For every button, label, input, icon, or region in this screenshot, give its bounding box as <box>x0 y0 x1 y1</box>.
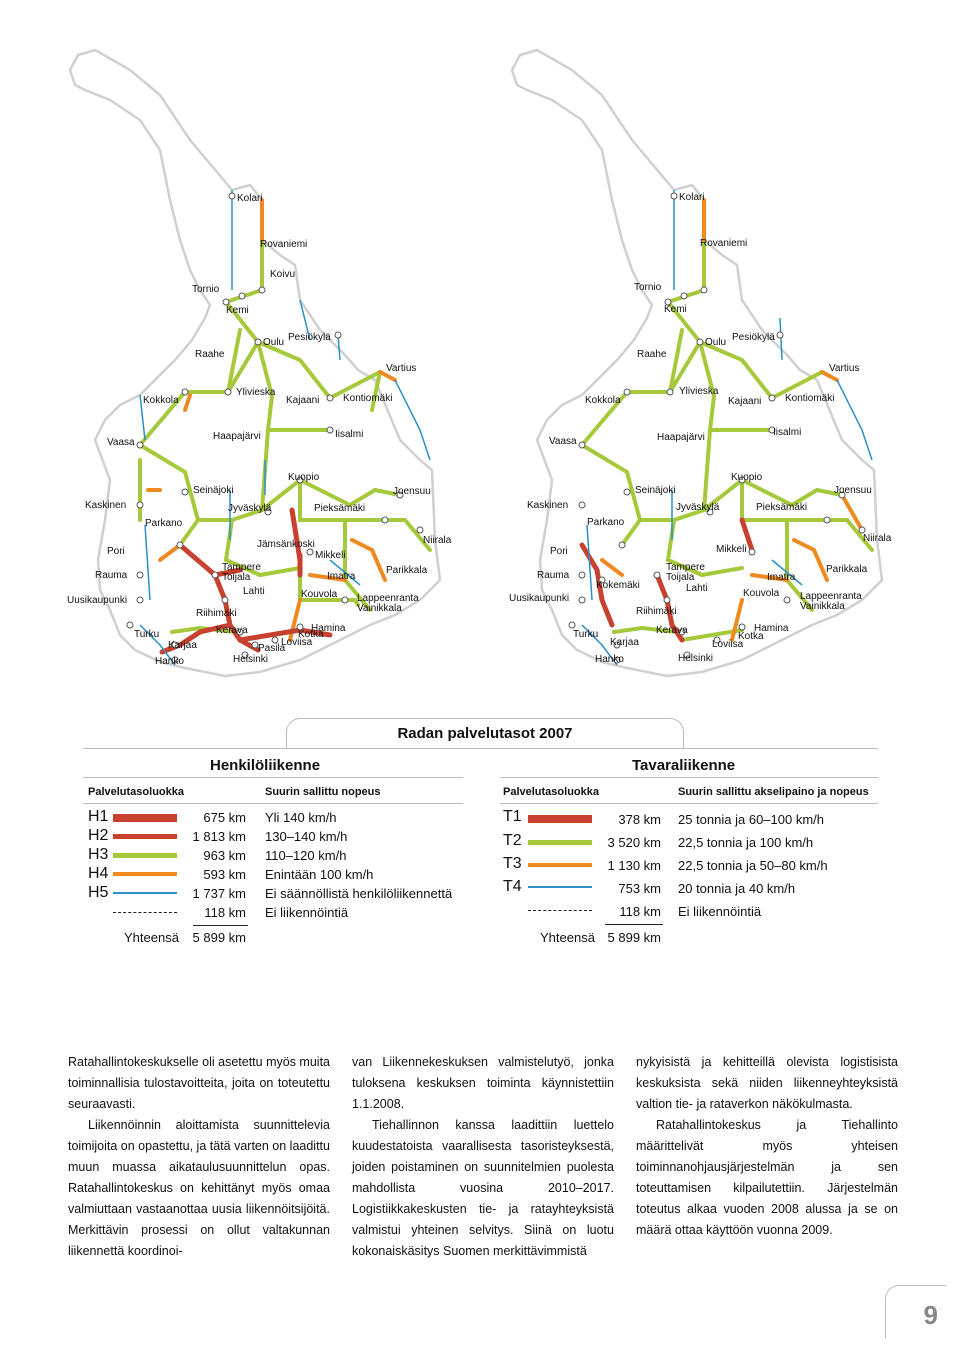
freight-km: 378 km <box>618 812 661 827</box>
map-label: Pieksämäki <box>314 503 366 514</box>
map-label: Haapajärvi <box>657 432 705 443</box>
map-label: Hamina <box>754 623 789 634</box>
h4-swatch <box>113 872 177 876</box>
passenger-speed: 110–120 km/h <box>265 848 347 863</box>
map-label: Riihimäki <box>196 608 237 619</box>
map-label: Kemi <box>664 304 687 315</box>
map-label: Kotka <box>298 629 324 640</box>
map-label: Uusikaupunki <box>67 595 128 606</box>
map-label: Tornio <box>634 282 662 293</box>
map-label: Pori <box>550 546 568 557</box>
map-label: Rovaniemi <box>700 238 748 249</box>
map-label: Karjaa <box>610 637 639 648</box>
map-label: Parkano <box>587 517 625 528</box>
map-label: Koivu <box>270 269 296 280</box>
map-label: Mikkeli <box>716 544 747 555</box>
map-label: Ylivieska <box>679 386 719 397</box>
t2-swatch <box>528 840 592 845</box>
map-label: Joensuu <box>393 486 431 497</box>
freight-class-code: T1 <box>503 808 522 825</box>
map-label: Uusikaupunki <box>509 593 570 604</box>
h5-swatch <box>113 892 177 894</box>
map-label: Oulu <box>705 337 727 348</box>
passenger-km: 1 737 km <box>192 886 246 901</box>
map-label: Rauma <box>95 570 128 581</box>
map-label: Rovaniemi <box>260 239 308 250</box>
freight-km: 118 km <box>619 904 661 919</box>
paragraph: van Liikennekeskuksen valmistelutyö, jonka tuloksena keskuksen toiminta käynnistettiin 1.1.2008. <box>352 1055 614 1111</box>
legend-banner <box>286 718 684 749</box>
map-label: Hanko <box>155 656 184 667</box>
map-label: Iisalmi <box>335 429 364 440</box>
map-label: Raahe <box>637 349 667 360</box>
passenger-total-label: Yhteensä <box>124 930 179 945</box>
map-label: Riihimäki <box>636 606 677 617</box>
passenger-speed: Enintään 100 km/h <box>265 867 374 882</box>
freight-km: 3 520 km <box>607 835 661 850</box>
map-label: Raahe <box>195 349 225 360</box>
map-label: Kuopio <box>288 472 320 483</box>
map-label: Kouvola <box>743 588 780 599</box>
passenger-header-line <box>83 803 463 804</box>
passenger-total-line <box>193 925 248 926</box>
map-label: Tampere <box>666 562 705 573</box>
paragraph: Tiehallinnon kanssa laadittiin luettelo kuudestatoista vaarallisesta tasoristeyksestä, joiden poistaminen on suunnitelmien puolesta mahdollista vuosina 2010–2017. Logistiikkakeskusten tie- ja ratayhteyksistä valmistui yhteinen selvitys. Siinä on luotu kokonaiskäsitys Suomen merkittävimmistä <box>352 1118 614 1258</box>
paragraph: nykyisistä ja kehitteillä olevista logistisista keskuksista sekä niiden liikenneyhteyksistä valtion tie- ja rataverkon näkökulmasta. <box>636 1055 898 1111</box>
map-label: Toijala <box>222 572 251 583</box>
passenger-col2-header: Suurin sallittu nopeus <box>265 786 381 798</box>
map-label: Kajaani <box>286 395 320 406</box>
map-label: Parikkala <box>386 565 428 576</box>
map-label: Parkano <box>145 518 183 529</box>
map-label: Kolari <box>679 192 705 203</box>
map-label: Jyväskylä <box>676 502 720 513</box>
map-label: Hanko <box>595 654 624 665</box>
map-label: Karjaa <box>168 640 197 651</box>
map-label: Pesiökylä <box>288 332 331 343</box>
map-label: Iisalmi <box>773 427 802 438</box>
legend-title: Radan palvelutasot 2007 <box>397 725 573 742</box>
freight-km: 1 130 km <box>607 858 661 873</box>
map-label: Vaasa <box>549 436 577 447</box>
freight-spec: 25 tonnia ja 60–100 km/h <box>678 812 824 827</box>
freight-col2-header: Suurin sallittu akselipaino ja nopeus <box>678 786 869 798</box>
map-label: Lappeenranta <box>357 593 419 604</box>
passenger-class-code: H4 <box>88 865 109 882</box>
map-label: Lahti <box>243 586 265 597</box>
map-label: Ylivieska <box>236 387 276 398</box>
map-label: Kuopio <box>731 472 763 483</box>
map-label: Imatra <box>327 571 356 582</box>
map-label: Seinäjoki <box>635 485 676 496</box>
legend-divider <box>83 748 878 749</box>
passenger-map <box>0 0 480 700</box>
map-label: Pasila <box>258 643 286 654</box>
freight-class-code: T2 <box>503 832 522 849</box>
map-label: Kemi <box>226 305 249 316</box>
map-label: Oulu <box>263 337 285 348</box>
passenger-class-code: H3 <box>88 846 109 863</box>
map-label: Kaskinen <box>527 500 569 511</box>
page-number-box <box>885 1285 946 1338</box>
text-column-3 <box>636 1052 898 1241</box>
map-label: Kontiomäki <box>785 393 835 404</box>
map-label: Jämsänkoski <box>257 539 315 550</box>
freight-total-label: Yhteensä <box>540 930 595 945</box>
map-label: Niirala <box>863 533 892 544</box>
map-label: Pesiökylä <box>732 332 775 343</box>
passenger-speed: Ei liikennöintiä <box>265 905 349 920</box>
map-label: Niirala <box>423 535 452 546</box>
map-label: Vaasa <box>107 437 135 448</box>
map-label: Tornio <box>192 284 220 295</box>
map-label: Rauma <box>537 570 570 581</box>
map-label: Kouvola <box>301 589 338 600</box>
h2-swatch <box>113 834 177 839</box>
freight-total: 5 899 km <box>607 930 661 945</box>
paragraph: Ratahallintokeskukselle oli asetettu myös muita toiminnallisia tulostavoitteita, joita on toteutettu seuraavasti. <box>68 1055 330 1111</box>
map-label: Seinäjoki <box>193 485 234 496</box>
map-label: Kerava <box>216 625 248 636</box>
freight-total-line <box>605 924 663 925</box>
passenger-km: 675 km <box>203 810 246 825</box>
passenger-class-code: H5 <box>88 884 109 901</box>
passenger-total: 5 899 km <box>192 930 246 945</box>
map-label: Jyväskylä <box>228 503 272 514</box>
freight-title: Tavaraliikenne <box>632 757 736 774</box>
freight-spec: 20 tonnia ja 40 km/h <box>678 881 796 896</box>
h1-swatch <box>113 814 177 822</box>
passenger-km: 1 813 km <box>192 829 246 844</box>
map-label: Kolari <box>237 193 263 204</box>
map-label: Helsinki <box>233 654 269 665</box>
passenger-class-code: H2 <box>88 827 109 844</box>
map-label: Kokemäki <box>596 580 640 591</box>
freight-title-underline <box>500 777 878 778</box>
passenger-title-underline <box>83 777 463 778</box>
paragraph: Liikennöinnin aloittamista suunnittelevia toimijoita on opastettu, ja tätä varten on laadittu muun muassa aikataulusuunnittelun opas. Ratahallintokeskus on kehittänyt myös omaa valmiuttaan vastaanottaa uusia liikennöitsijöitä. Merkittävin prosessi on ollut valtakunnan liikennettä koordinoi- <box>68 1118 330 1258</box>
map-label: Pieksämäki <box>756 502 808 513</box>
passenger-col1-header: Palvelutasoluokka <box>88 786 184 798</box>
map-label: Kokkola <box>585 395 621 406</box>
map-label: Kotka <box>738 631 764 642</box>
t1-swatch <box>528 815 592 823</box>
passenger-title: Henkilöliikenne <box>210 757 321 774</box>
map-label: Loviisa <box>712 639 744 650</box>
text-column-1 <box>68 1052 330 1262</box>
freight-map <box>442 0 922 700</box>
finland-outline <box>70 50 440 676</box>
t4-swatch <box>528 886 592 888</box>
no-traffic-swatch <box>528 910 592 911</box>
freight-col1-header: Palvelutasoluokka <box>503 786 599 798</box>
passenger-speed: Ei säännöllistä henkilöliikennettä <box>265 886 453 901</box>
page-number: 9 <box>923 1300 938 1330</box>
map-label: Kerava <box>656 625 688 636</box>
freight-class-code: T4 <box>503 878 522 895</box>
map-label: Lappeenranta <box>800 591 862 602</box>
passenger-km: 118 km <box>204 905 246 920</box>
map-label: Kokkola <box>143 395 179 406</box>
map-label: Joensuu <box>834 485 872 496</box>
text-column-2 <box>352 1052 614 1262</box>
map-label: Pori <box>107 546 125 557</box>
passenger-km: 963 km <box>203 848 246 863</box>
map-label: Helsinki <box>678 653 714 664</box>
map-label: Loviisa <box>281 637 313 648</box>
freight-spec: Ei liikennöintiä <box>678 904 762 919</box>
map-label: Mikkeli <box>315 550 346 561</box>
map-label: Parikkala <box>826 564 868 575</box>
map-label: Kajaani <box>728 396 762 407</box>
t3-lines <box>602 200 862 640</box>
freight-spec: 22,5 tonnia ja 100 km/h <box>678 835 814 850</box>
passenger-speed: 130–140 km/h <box>265 829 348 844</box>
freight-km: 753 km <box>618 881 661 896</box>
map-label: Kaskinen <box>85 500 127 511</box>
map-label: Toijala <box>666 572 695 583</box>
passenger-class-code: H1 <box>88 808 109 825</box>
map-label: Vartius <box>386 363 417 374</box>
map-label: Turku <box>573 629 599 640</box>
map-label: Imatra <box>767 572 796 583</box>
map-label: Kontiomäki <box>343 393 393 404</box>
no-traffic-swatch <box>113 912 177 913</box>
map-label: Hamina <box>311 623 346 634</box>
map-label: Vainikkala <box>800 601 845 612</box>
map-label: Lahti <box>686 583 708 594</box>
map-label: Vainikkala <box>357 603 402 614</box>
map-label: Turku <box>134 629 160 640</box>
freight-spec: 22,5 tonnia ja 50–80 km/h <box>678 858 828 873</box>
h3-swatch <box>113 853 177 858</box>
freight-header-line <box>500 803 878 804</box>
passenger-speed: Yli 140 km/h <box>265 810 337 825</box>
map-label: Vartius <box>829 363 860 374</box>
t3-swatch <box>528 863 592 867</box>
passenger-km: 593 km <box>203 867 246 882</box>
map-label: Haapajärvi <box>213 431 261 442</box>
map-label: Tampere <box>222 562 261 573</box>
paragraph: Ratahallintokeskus ja Tiehallinto määrittelivät myös yhteisen toiminnanohjausjärjestelmän ja sen toteuttamisen kilpailutettiin. Järjestelmän toteutus alkaa vuoden 2008 alussa ja se on määrä ottaa käyttöön vuonna 2009. <box>636 1118 898 1237</box>
freight-class-code: T3 <box>503 855 522 872</box>
